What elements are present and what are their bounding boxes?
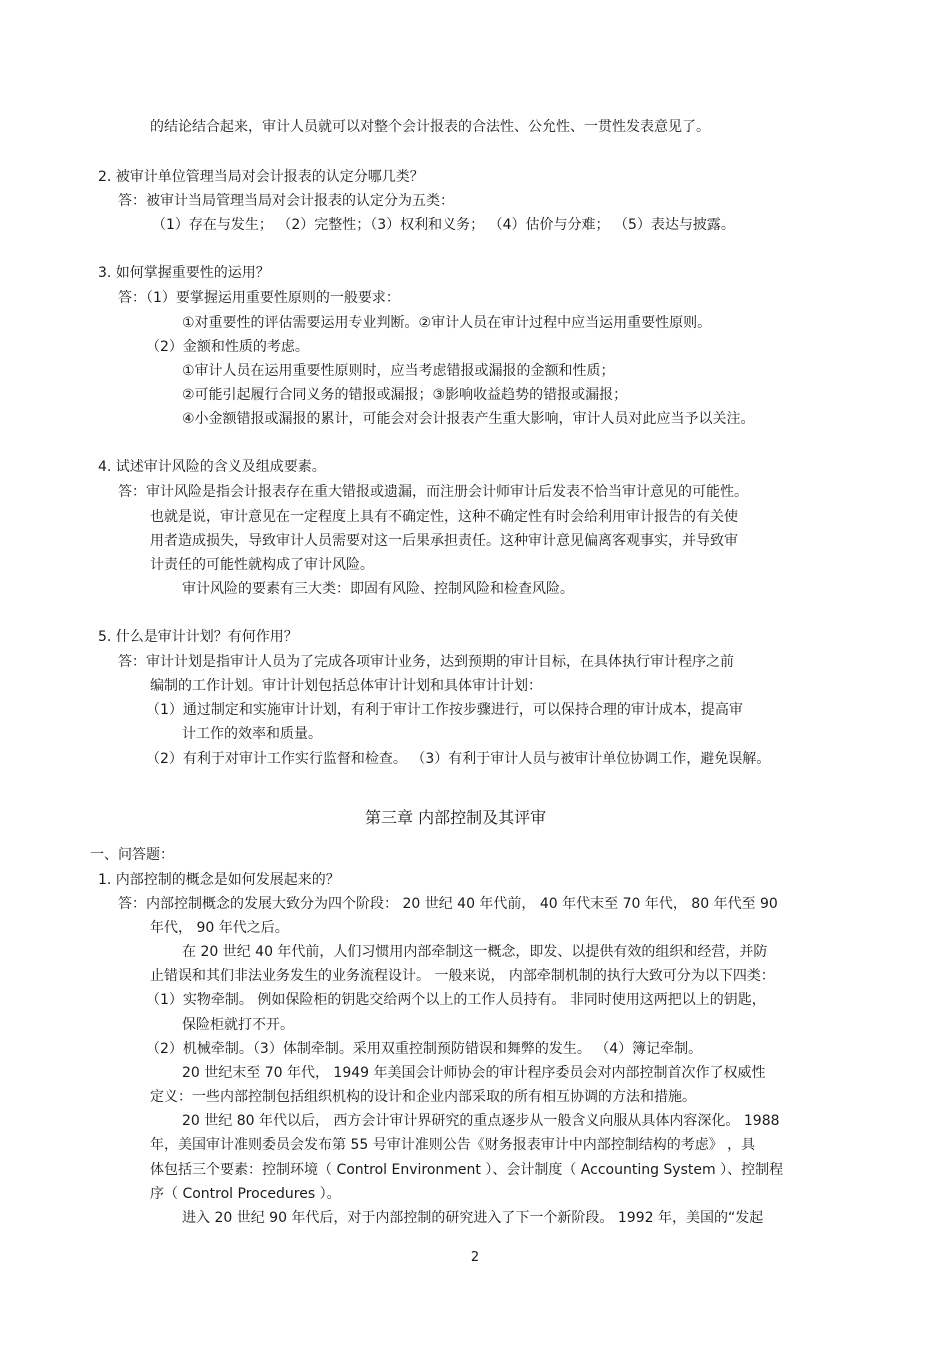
chapter3-answer-line: 进入 20 世纪 90 年代后，对于内部控制的研究进入了下一个新阶段。 1992 年，美国的“发起 [182,1210,764,1226]
question-5-answer-line: （2）有利于对审计工作实行监督和检查。 （3）有利于审计人员与被审计单位协调工作，避免误解。 [146,751,771,767]
question-2-title: 2. 被审计单位管理当局对会计报表的认定分哪几类？ [98,169,424,185]
question-5-answer-line: 答：审计计划是指审计人员为了完成各项审计业务，达到预期的审计目标，在具体执行审计程序之前 [118,654,734,670]
chapter3-answer-line: 定义：一些内部控制包括组织机构的设计和企业内部采取的所有相互协调的方法和措施。 [150,1089,696,1105]
chapter3-answer-line: 保险柜就打不开。 [182,1017,294,1033]
question-3-answer-line: 答：（1）要掌握运用重要性原则的一般要求： [118,290,400,306]
chapter3-answer-line: 20 世纪末至 70 年代， 1949 年美国会计师协会的审计程序委员会对内部控制首次作了权威性 [182,1065,766,1081]
page-number: 2 [470,1250,480,1265]
question-3-answer-line: ②可能引起履行合同义务的错报或漏报；③影响收益趋势的错报或漏报； [182,387,628,403]
question-3-answer-line: （2）金额和性质的考虑。 [146,339,309,355]
question-5-title: 5. 什么是审计计划？有何作用？ [98,629,298,645]
question-5-answer-line: 计工作的效率和质量。 [182,726,322,742]
question-3-answer-line: ④小金额错报或漏报的累计，可能会对会计报表产生重大影响，审计人员对此应当予以关注。 [182,411,755,427]
chapter3-answer-line: 体包括三个要素：控制环境（ Control Environment ）、会计制度（ Accounting System ）、控制程 [150,1162,784,1178]
question-3-answer-line: ①对重要性的评估需要运用专业判断。②审计人员在审计过程中应当运用重要性原则。 [182,315,712,331]
chapter3-answer-line: （2）机械牵制。（3）体制牵制。采用双重控制预防错误和舞弊的发生。 （4）簿记牵制。 [146,1041,703,1057]
chapter-title: 第三章 内部控制及其评审 [365,808,547,827]
chapter3-answer-line: （1）实物牵制。 例如保险柜的钥匙交给两个以上的工作人员持有。 非同时使用这两把以上的钥匙， [146,992,766,1008]
question-4-title: 4. 试述审计风险的含义及组成要素。 [98,459,326,475]
question-5-answer-line: 编制的工作计划。审计计划包括总体审计计划和具体审计计划： [150,678,542,694]
paragraph-continuation: 的结论结合起来，审计人员就可以对整个会计报表的合法性、公允性、一贯性发表意见了。 [150,119,710,135]
chapter3-answer-line: 年，美国审计准则委员会发布第 55 号审计准则公告《财务报表审计中内部控制结构的考虑》 ，具 [150,1137,756,1153]
chapter3-answer-line: 止错误和其们非法业务发生的业务流程设计。 一般来说， 内部牵制机制的执行大致可分为以下四类： [150,968,775,984]
chapter3-answer-line: 在 20 世纪 40 年代前，人们习惯用内部牵制这一概念，即发、以提供有效的组织和经营，并防 [182,944,768,960]
question-2-answer-line: （1）存在与发生； （2）完整性；（3）权利和义务； （4）估价与分难； （5）表达与披露。 [152,217,735,233]
question-4-answer-line: 也就是说，审计意见在一定程度上具有不确定性，这种不确定性有时会给利用审计报告的有关使 [150,509,738,525]
question-5-answer-line: （1）通过制定和实施审计计划，有利于审计工作按步骤进行，可以保持合理的审计成本，提高审 [146,702,743,718]
chapter3-answer-line: 20 世纪 80 年代以后， 西方会计审计界研究的重点逐步从一般含义向服从具体内容深化。 1988 [182,1113,780,1129]
chapter3-answer-line: 序（ Control Procedures ）。 [150,1186,341,1202]
question-4-answer-line: 用者造成损失，导致审计人员需要对这一后果承担责任。这种审计意见偏离客观事实，并导致审 [150,533,738,549]
question-3-title: 3. 如何掌握重要性的运用？ [98,265,270,281]
question-4-answer-line: 审计风险的要素有三大类：即固有风险、控制风险和检查风险。 [182,581,574,597]
section-heading: 一、问答题： [90,847,174,863]
chapter3-answer-line: 年代， 90 年代之后。 [150,920,289,936]
question-3-answer-line: ①审计人员在运用重要性原则时，应当考虑错报或漏报的金额和性质； [182,363,615,379]
chapter3-answer-line: 答：内部控制概念的发展大致分为四个阶段： 20 世纪 40 年代前， 40 年代末至 70 年代， 80 年代至 90 [118,896,778,912]
question-4-answer-line: 计责任的可能性就构成了审计风险。 [150,557,374,573]
question-4-answer-line: 答：审计风险是指会计报表存在重大错报或遗漏，而注册会计师审计后发表不恰当审计意见的可能性。 [118,484,748,500]
question-2-answer-line: 答：被审计当局管理当局对会计报表的认定分为五类： [118,193,454,209]
chapter3-question-1-title: 1. 内部控制的概念是如何发展起来的？ [98,872,340,888]
